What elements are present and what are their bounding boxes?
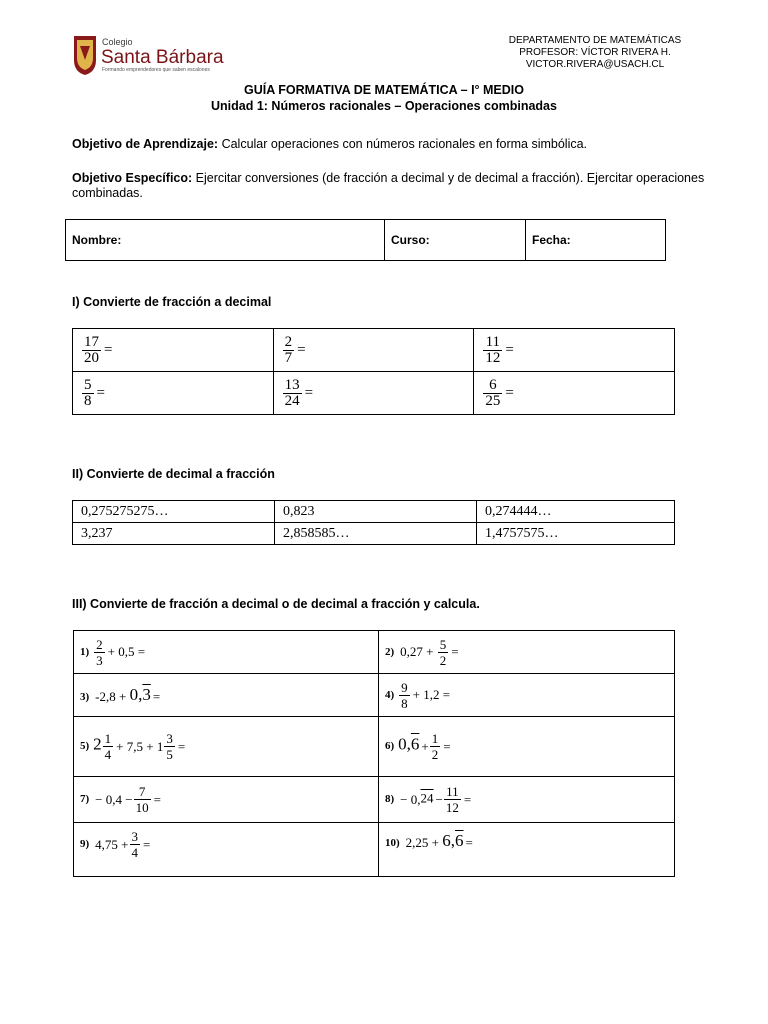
date-field[interactable] — [526, 220, 666, 261]
learning-objective — [72, 137, 712, 152]
logo-name: Santa Bárbara — [101, 47, 224, 68]
section1-title: I) Convierte de fracción a decimal — [72, 295, 272, 309]
logo-small-text: Colegio — [102, 37, 133, 47]
page-subtitle: Unidad 1: Números racionales – Operaciones combinadas — [211, 99, 557, 113]
exercise-cell[interactable]: $\frac{11}{12}$ = — [474, 329, 675, 372]
table-row — [74, 674, 675, 717]
name-field[interactable] — [66, 220, 385, 261]
page-titles — [0, 82, 768, 114]
learning-objective-text: Calcular operaciones con números racionales en forma simbólica. — [218, 137, 588, 151]
table-row — [74, 717, 675, 777]
exercise-cell[interactable]: $\frac{6}{25}$ = — [474, 372, 675, 415]
teacher-name: PROFESOR: VÍCTOR RIVERA H. — [519, 47, 671, 58]
name-label: Nombre: — [72, 233, 122, 247]
table-row — [74, 823, 675, 877]
school-logo — [72, 34, 232, 76]
exercise-cell[interactable]: $\frac{17}{20}$ = — [73, 329, 274, 372]
exercise-cell[interactable]: 3,237 — [73, 523, 275, 545]
table-row — [74, 777, 675, 823]
specific-objective-text: Ejercitar conversiones (de fracción a decimal y de decimal a fracción). Ejercitar operaciones combinadas. — [72, 171, 705, 200]
exercise-cell[interactable]: $\frac{2}{7}$ = — [273, 329, 474, 372]
page-title: GUÍA FORMATIVA DE MATEMÁTICA – I° MEDIO — [244, 83, 524, 97]
exercise-cell[interactable]: 0,274444… — [477, 501, 675, 523]
shield-icon — [74, 36, 96, 75]
table-row — [73, 501, 675, 523]
exercise-cell[interactable]: 0,823 — [275, 501, 477, 523]
logo-tagline: Formando emprendedores que saben escalones — [102, 67, 210, 73]
specific-objective-label: Objetivo Específico: — [72, 171, 193, 185]
exercise-8[interactable]: 8) − 0,24 − $\frac{11}{12}$ = — [379, 777, 675, 823]
decimal-to-fraction-table — [72, 500, 675, 545]
exercise-5[interactable]: 5) 2 $\frac{1}{4}$ + 7,5 + 1 $\frac{3}{5}$ = — [74, 717, 379, 777]
department-name: DEPARTAMENTO DE MATEMÁTICAS — [508, 35, 682, 46]
exercise-6[interactable]: 6) 0,6 + $\frac{1}{2}$ = — [379, 717, 675, 777]
learning-objective-label: Objetivo de Aprendizaje: — [72, 137, 219, 151]
exercise-cell[interactable]: 0,275275275… — [73, 501, 275, 523]
exercise-10[interactable]: 10) 2,25 + 6,6 = — [379, 823, 675, 877]
teacher-email: VICTOR.RIVERA@USACH.CL — [525, 59, 665, 70]
exercise-7[interactable]: 7) − 0,4 − $\frac{7}{10}$ = — [74, 777, 379, 823]
student-info-table — [65, 219, 666, 261]
course-label: Curso: — [391, 233, 430, 247]
table-row — [73, 523, 675, 545]
table-row — [73, 329, 675, 372]
exercise-3[interactable]: 3) -2,8 + 0,3 = — [74, 674, 379, 717]
section2-title: II) Convierte de decimal a fracción — [72, 467, 275, 481]
exercise-2[interactable]: 2) 0,27 + $\frac{5}{2}$ = — [379, 631, 675, 674]
table-row — [73, 372, 675, 415]
exercise-cell[interactable]: 1,4757575… — [477, 523, 675, 545]
specific-objective — [72, 171, 712, 201]
combined-operations-table — [73, 630, 675, 877]
exercise-cell[interactable]: $\frac{5}{8}$ = — [73, 372, 274, 415]
exercise-1[interactable]: 1) $\frac{2}{3}$ + 0,5 = — [74, 631, 379, 674]
department-info — [460, 35, 730, 71]
table-row — [74, 631, 675, 674]
exercise-4[interactable]: 4) $\frac{9}{8}$ + 1,2 = — [379, 674, 675, 717]
exercise-cell[interactable]: 2,858585… — [275, 523, 477, 545]
course-field[interactable] — [385, 220, 526, 261]
fraction-to-decimal-table — [72, 328, 675, 415]
exercise-9[interactable]: 9) 4,75 + $\frac{3}{4}$ = — [74, 823, 379, 877]
section3-title: III) Convierte de fracción a decimal o de decimal a fracción y calcula. — [72, 597, 480, 611]
exercise-cell[interactable]: $\frac{13}{24}$ = — [273, 372, 474, 415]
date-label: Fecha: — [532, 233, 571, 247]
